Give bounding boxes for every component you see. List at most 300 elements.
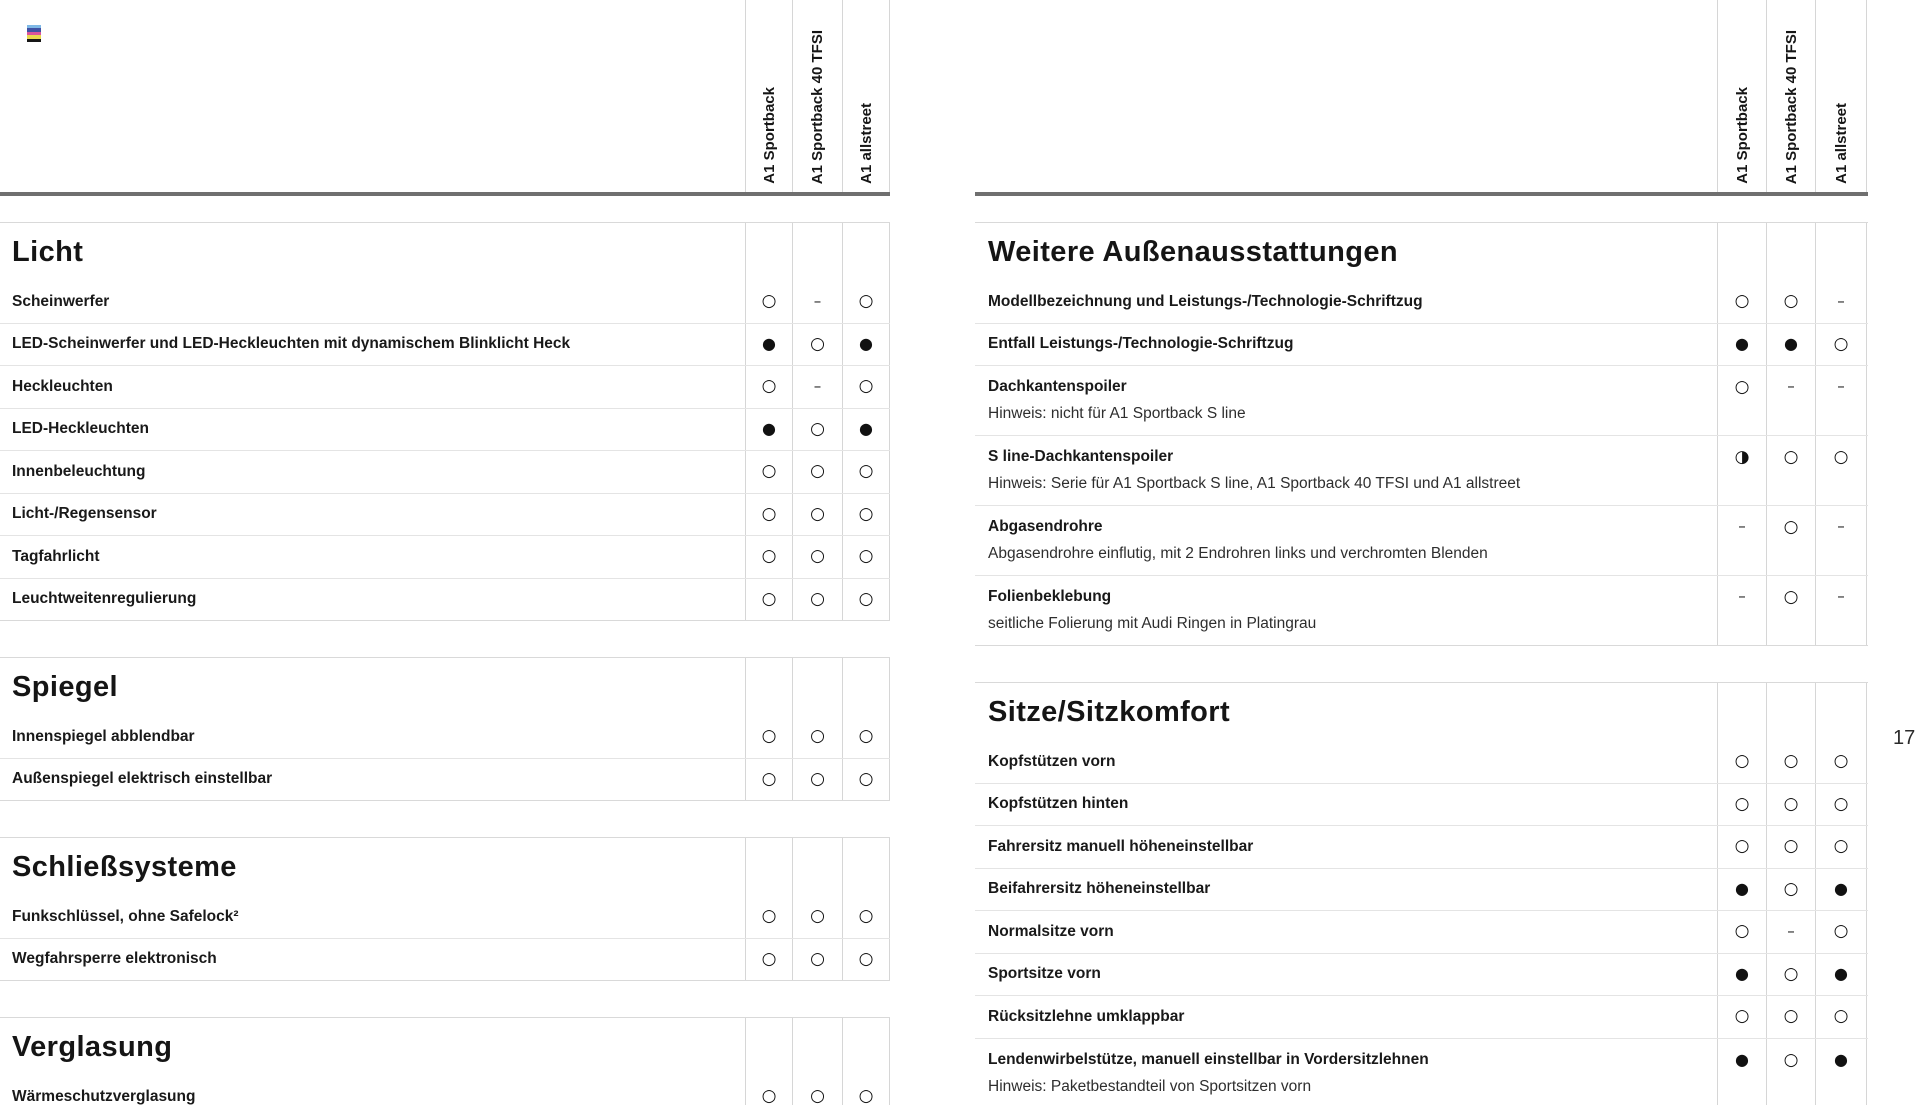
availability-symbol: ● <box>1834 879 1848 899</box>
feature-text-cell <box>0 324 745 366</box>
section-title-cell <box>0 838 745 896</box>
equipment-table-right <box>975 0 1868 1105</box>
availability-cell <box>1766 1039 1815 1105</box>
section-title-row <box>975 683 1868 741</box>
feature-label: Dachkantenspoiler <box>988 378 1127 395</box>
model-column-label: A1 Sportback 40 TFSI <box>809 29 826 184</box>
feature-hint: Hinweis: Paketbestandteil von Sportsitzen vorn <box>988 1077 1312 1095</box>
feature-label: S line-Dachkantenspoiler <box>988 448 1174 465</box>
availability-cell-empty <box>792 658 842 716</box>
availability-cell <box>792 536 842 578</box>
availability-cell-empty <box>745 223 792 281</box>
availability-cell <box>1815 869 1867 911</box>
availability-cell <box>792 494 842 536</box>
model-column <box>792 0 842 192</box>
availability-cell <box>1766 784 1815 826</box>
feature-label: Kopfstützen vorn <box>988 752 1116 770</box>
availability-symbol: – <box>1837 377 1845 395</box>
feature-hint: Hinweis: nicht für A1 Sportback S line <box>988 405 1246 422</box>
model-column <box>842 0 890 192</box>
availability-cell <box>745 281 792 323</box>
feature-text-cell <box>0 536 745 578</box>
availability-cell <box>1815 911 1867 953</box>
section-title-cell <box>975 223 1717 281</box>
availability-cell <box>1815 826 1867 868</box>
availability-cell <box>745 409 792 451</box>
feature-label: Entfall Leistungs-/Technologie-Schriftzug <box>988 335 1294 353</box>
availability-symbol: ○ <box>761 546 777 567</box>
availability-cell <box>1717 826 1766 868</box>
model-column-label: A1 Sportback 40 TFSI <box>1782 29 1800 184</box>
header-spacer <box>0 0 745 192</box>
availability-cell-empty <box>842 838 890 896</box>
availability-symbol: ○ <box>1783 1006 1799 1027</box>
feature-text-cell <box>975 826 1717 868</box>
model-column-label: A1 Sportback <box>1733 87 1751 184</box>
feature-label: Normalsitze vorn <box>988 922 1114 940</box>
availability-symbol: – <box>1837 517 1845 535</box>
availability-symbol: ○ <box>761 906 777 927</box>
feature-row <box>0 493 890 536</box>
feature-hint: Abgasendrohre einflutig, mit 2 Endrohren links und verchromten Blenden <box>988 545 1488 562</box>
availability-cell <box>842 896 890 938</box>
feature-label: Lendenwirbelstütze, manuell einstellbar in Vordersitzlehnen <box>988 1050 1429 1068</box>
availability-symbol: ○ <box>858 726 874 747</box>
section-title-cell <box>0 658 745 716</box>
feature-label: Heckleuchten <box>12 377 113 395</box>
availability-symbol: ○ <box>810 418 825 439</box>
availability-cell-empty <box>1717 683 1766 741</box>
availability-cell <box>745 716 792 758</box>
availability-cell <box>1717 324 1766 366</box>
feature-row <box>975 953 1868 996</box>
section-title-row <box>0 838 890 896</box>
availability-cell-empty <box>842 1018 890 1076</box>
feature-label: Wegfahrsperre elektronisch <box>12 950 217 968</box>
availability-symbol: – <box>1787 377 1795 395</box>
feature-row <box>975 281 1868 323</box>
section-title-row <box>0 223 890 281</box>
availability-cell-empty <box>745 1018 792 1076</box>
section-title-row <box>975 223 1868 281</box>
feature-text-cell <box>0 494 745 536</box>
feature-row <box>975 995 1868 1038</box>
availability-cell <box>792 896 842 938</box>
feature-label: Leuchtweitenregulierung <box>12 590 197 608</box>
model-column <box>745 0 792 192</box>
feature-row <box>975 1038 1868 1105</box>
availability-cell <box>1766 436 1815 505</box>
feature-text-cell <box>975 281 1717 323</box>
feature-label: Beifahrersitz höheneinstellbar <box>988 880 1211 898</box>
availability-symbol: ● <box>762 334 776 354</box>
availability-cell <box>1717 281 1766 323</box>
feature-label: Wärmeschutzverglasung <box>12 1087 196 1105</box>
availability-cell <box>745 324 792 366</box>
feature-text-cell <box>975 869 1717 911</box>
availability-symbol: ● <box>859 334 873 354</box>
feature-label: Tagfahrlicht <box>12 547 100 565</box>
feature-label: Innenspiegel abblendbar <box>12 727 195 745</box>
section-title-cell <box>0 1018 745 1076</box>
availability-cell-empty <box>1766 683 1815 741</box>
feature-text-cell <box>975 911 1717 953</box>
feature-label: Außenspiegel elektrisch einstellbar <box>12 770 273 788</box>
section-title: Verglasung <box>12 1030 173 1063</box>
availability-cell <box>1815 954 1867 996</box>
availability-symbol: ○ <box>1734 377 1750 397</box>
availability-cell <box>792 939 842 981</box>
availability-cell <box>1717 576 1766 645</box>
availability-cell <box>745 451 792 493</box>
availability-symbol: ● <box>859 419 873 439</box>
availability-cell <box>792 409 842 451</box>
feature-row <box>0 281 890 323</box>
feature-row <box>0 938 890 981</box>
availability-symbol: ○ <box>810 726 825 747</box>
availability-symbol: ○ <box>761 1086 777 1105</box>
model-column-label: A1 allstreet <box>1832 103 1850 184</box>
equipment-section <box>0 657 890 801</box>
availability-cell <box>1717 869 1766 911</box>
availability-cell-empty <box>745 838 792 896</box>
equipment-section <box>975 682 1868 1105</box>
feature-row <box>0 578 890 621</box>
availability-cell <box>842 494 890 536</box>
availability-symbol: ○ <box>1833 447 1849 467</box>
availability-cell <box>792 324 842 366</box>
availability-symbol: ○ <box>810 546 825 567</box>
availability-cell <box>842 1076 890 1105</box>
availability-cell <box>1815 576 1867 645</box>
availability-symbol: ○ <box>858 906 874 927</box>
feature-label: Innenbeleuchtung <box>12 462 146 480</box>
availability-symbol: ○ <box>1783 963 1799 984</box>
feature-row <box>975 783 1868 826</box>
feature-text-cell <box>975 996 1717 1038</box>
sections-container <box>975 222 1868 1105</box>
availability-cell <box>792 716 842 758</box>
availability-symbol: ○ <box>761 461 777 482</box>
feature-row <box>975 505 1868 575</box>
availability-cell <box>1717 911 1766 953</box>
equipment-section <box>975 222 1868 646</box>
availability-cell <box>842 536 890 578</box>
availability-symbol: ○ <box>1833 751 1849 772</box>
availability-cell <box>1815 1039 1867 1105</box>
feature-label: Folienbeklebung <box>988 588 1112 605</box>
availability-cell <box>1815 436 1867 505</box>
availability-cell <box>1766 826 1815 868</box>
availability-symbol: ○ <box>1783 517 1799 537</box>
availability-cell <box>1717 954 1766 996</box>
feature-row <box>975 910 1868 953</box>
availability-cell-empty <box>1766 223 1815 281</box>
model-column <box>1717 0 1766 192</box>
availability-symbol: ○ <box>810 948 825 969</box>
availability-cell <box>1766 996 1815 1038</box>
section-title: Sitze/Sitzkomfort <box>988 695 1231 728</box>
availability-cell <box>1815 996 1867 1038</box>
availability-cell-empty <box>745 658 792 716</box>
availability-cell <box>1717 741 1766 783</box>
feature-row <box>0 896 890 938</box>
availability-symbol: ◑ <box>1734 447 1750 467</box>
availability-symbol: ○ <box>858 948 874 969</box>
feature-text-cell <box>975 436 1717 505</box>
availability-cell-empty <box>792 223 842 281</box>
availability-symbol: – <box>1837 587 1845 605</box>
availability-cell <box>745 536 792 578</box>
availability-symbol: ○ <box>1734 751 1750 772</box>
feature-text-cell <box>0 759 745 801</box>
availability-symbol: ○ <box>1783 587 1799 607</box>
header-spacer <box>975 0 1717 192</box>
feature-label: Kopfstützen hinten <box>988 795 1129 813</box>
availability-cell <box>1815 324 1867 366</box>
availability-symbol: ● <box>1834 1049 1848 1069</box>
availability-cell-empty <box>842 658 890 716</box>
feature-label: Licht-/Regensensor <box>12 505 157 523</box>
availability-cell <box>842 281 890 323</box>
model-column-label: A1 Sportback <box>760 87 778 184</box>
availability-cell <box>1766 506 1815 575</box>
availability-symbol: ○ <box>1734 793 1750 814</box>
availability-symbol: ○ <box>810 1086 825 1105</box>
availability-symbol: ○ <box>1783 751 1799 772</box>
feature-row <box>975 575 1868 645</box>
availability-cell <box>842 409 890 451</box>
feature-row <box>0 323 890 366</box>
availability-cell <box>1717 996 1766 1038</box>
availability-cell <box>745 366 792 408</box>
availability-symbol: – <box>1738 587 1746 605</box>
availability-cell <box>745 579 792 621</box>
feature-text-cell <box>975 506 1717 575</box>
availability-cell <box>792 281 842 323</box>
availability-cell <box>1766 741 1815 783</box>
availability-symbol: ● <box>1784 334 1798 354</box>
availability-cell-empty <box>792 1018 842 1076</box>
feature-row <box>975 741 1868 783</box>
feature-text-cell <box>0 409 745 451</box>
availability-symbol: ○ <box>761 588 777 609</box>
availability-symbol: ○ <box>1734 836 1750 857</box>
availability-cell <box>1766 869 1815 911</box>
availability-cell <box>1766 281 1815 323</box>
page-number: 17 <box>1893 727 1916 749</box>
availability-symbol: ○ <box>858 503 874 524</box>
feature-text-cell <box>975 576 1717 645</box>
feature-label: LED-Heckleuchten <box>12 420 149 438</box>
feature-row <box>0 1076 890 1105</box>
equipment-section <box>0 1017 890 1105</box>
availability-cell-empty <box>1717 223 1766 281</box>
availability-symbol: ○ <box>810 461 825 482</box>
availability-cell <box>842 759 890 801</box>
feature-label: Fahrersitz manuell höheneinstellbar <box>988 837 1254 855</box>
section-title-row <box>0 658 890 716</box>
availability-symbol: ○ <box>1734 291 1750 312</box>
header-divider-bar <box>975 192 1868 196</box>
availability-symbol: ○ <box>1833 921 1849 942</box>
availability-cell <box>792 759 842 801</box>
availability-cell <box>1766 324 1815 366</box>
availability-symbol: ○ <box>858 768 874 789</box>
availability-symbol: ○ <box>858 1086 874 1105</box>
availability-cell <box>1815 784 1867 826</box>
feature-text-cell <box>0 579 745 621</box>
section-title: Schließsysteme <box>12 850 237 883</box>
feature-text-cell <box>0 281 745 323</box>
feature-hint: seitliche Folierung mit Audi Ringen in Platingrau <box>988 615 1317 632</box>
feature-text-cell <box>975 324 1717 366</box>
availability-symbol: ○ <box>810 588 825 609</box>
availability-symbol: ○ <box>761 726 777 747</box>
equipment-table-left <box>0 0 890 1105</box>
availability-cell <box>1717 506 1766 575</box>
feature-label: LED-Scheinwerfer und LED-Heckleuchten mit dynamischem Blinklicht Heck <box>12 335 571 353</box>
feature-label: Sportsitze vorn <box>988 965 1101 983</box>
section-title-cell <box>975 683 1717 741</box>
feature-text-cell <box>0 896 745 938</box>
availability-symbol: ○ <box>858 291 874 312</box>
feature-text-cell <box>0 716 745 758</box>
feature-label: Abgasendrohre <box>988 518 1103 535</box>
availability-symbol: ● <box>1735 964 1749 984</box>
availability-cell <box>1766 576 1815 645</box>
availability-symbol: ○ <box>1833 793 1849 814</box>
availability-symbol: ○ <box>1833 836 1849 857</box>
availability-cell-empty <box>842 223 890 281</box>
availability-cell <box>792 451 842 493</box>
model-columns-header <box>975 0 1868 192</box>
availability-cell <box>745 896 792 938</box>
availability-symbol: ○ <box>1783 1049 1799 1070</box>
availability-symbol: ○ <box>858 461 874 482</box>
model-columns-header <box>0 0 890 192</box>
availability-cell <box>842 324 890 366</box>
availability-symbol: – <box>813 377 822 396</box>
availability-cell-empty <box>1815 683 1867 741</box>
feature-hint: Hinweis: Serie für A1 Sportback S line, A1 Sportback 40 TFSI und A1 allstreet <box>988 475 1521 492</box>
header-divider-bar <box>0 192 890 196</box>
availability-symbol: ● <box>1735 334 1749 354</box>
feature-text-cell <box>0 1076 745 1105</box>
availability-cell <box>842 579 890 621</box>
availability-cell-empty <box>1815 223 1867 281</box>
availability-symbol: ○ <box>761 503 777 524</box>
availability-symbol: ○ <box>810 768 825 789</box>
availability-cell <box>1766 911 1815 953</box>
availability-cell-empty <box>792 838 842 896</box>
feature-text-cell <box>975 954 1717 996</box>
feature-text-cell <box>0 939 745 981</box>
availability-cell <box>792 579 842 621</box>
model-column <box>1815 0 1867 192</box>
availability-cell <box>1766 954 1815 996</box>
availability-cell <box>1815 281 1867 323</box>
availability-cell <box>1766 366 1815 435</box>
availability-symbol: ○ <box>858 376 874 397</box>
availability-symbol: ○ <box>858 588 874 609</box>
feature-row <box>975 323 1868 366</box>
availability-symbol: ○ <box>1783 836 1799 857</box>
availability-symbol: ○ <box>761 376 777 397</box>
availability-symbol: ○ <box>858 546 874 567</box>
feature-row <box>0 365 890 408</box>
availability-symbol: ○ <box>1833 333 1849 354</box>
availability-cell <box>1717 784 1766 826</box>
feature-text-cell <box>0 451 745 493</box>
sections-container <box>0 222 890 1105</box>
availability-symbol: ○ <box>1833 1006 1849 1027</box>
availability-symbol: ● <box>1735 879 1749 899</box>
availability-cell <box>842 939 890 981</box>
feature-row <box>975 435 1868 505</box>
feature-row <box>0 450 890 493</box>
feature-label: Funkschlüssel, ohne Safelock² <box>12 907 239 925</box>
availability-cell <box>745 939 792 981</box>
feature-row <box>0 716 890 758</box>
availability-symbol: ● <box>762 419 776 439</box>
feature-label: Scheinwerfer <box>12 292 110 310</box>
model-column <box>1766 0 1815 192</box>
availability-cell <box>1717 366 1766 435</box>
availability-cell <box>745 1076 792 1105</box>
feature-row <box>0 408 890 451</box>
section-title: Weitere Außenausstattungen <box>988 235 1399 268</box>
availability-cell <box>745 759 792 801</box>
availability-cell <box>842 366 890 408</box>
feature-label: Modellbezeichnung und Leistungs-/Technologie-Schriftzug <box>988 292 1423 310</box>
section-title-cell <box>0 223 745 281</box>
availability-symbol: ○ <box>1734 1006 1750 1027</box>
availability-cell <box>1717 1039 1766 1105</box>
equipment-section <box>0 837 890 981</box>
availability-symbol: ○ <box>1783 878 1799 899</box>
availability-cell <box>842 716 890 758</box>
availability-symbol: – <box>1837 292 1845 311</box>
section-title-row <box>0 1018 890 1076</box>
availability-cell <box>1815 506 1867 575</box>
availability-symbol: ○ <box>761 291 777 312</box>
feature-text-cell <box>975 741 1717 783</box>
availability-symbol: ● <box>1735 1049 1749 1069</box>
availability-symbol: – <box>1738 517 1746 535</box>
feature-row <box>975 365 1868 435</box>
feature-row <box>0 535 890 578</box>
availability-symbol: – <box>1787 922 1795 941</box>
section-title: Spiegel <box>12 670 118 703</box>
availability-cell <box>842 451 890 493</box>
availability-symbol: ○ <box>1734 921 1750 942</box>
availability-cell <box>1815 366 1867 435</box>
feature-label: Rücksitzlehne umklappbar <box>988 1007 1185 1025</box>
availability-symbol: ○ <box>810 503 825 524</box>
availability-symbol: ○ <box>1783 793 1799 814</box>
equipment-section <box>0 222 890 621</box>
feature-text-cell <box>0 366 745 408</box>
availability-cell <box>1815 741 1867 783</box>
availability-symbol: ○ <box>761 948 777 969</box>
availability-cell <box>792 366 842 408</box>
availability-symbol: ● <box>1834 964 1848 984</box>
availability-symbol: – <box>813 292 822 311</box>
feature-row <box>975 868 1868 911</box>
availability-symbol: ○ <box>1783 447 1799 467</box>
availability-symbol: ○ <box>761 768 777 789</box>
